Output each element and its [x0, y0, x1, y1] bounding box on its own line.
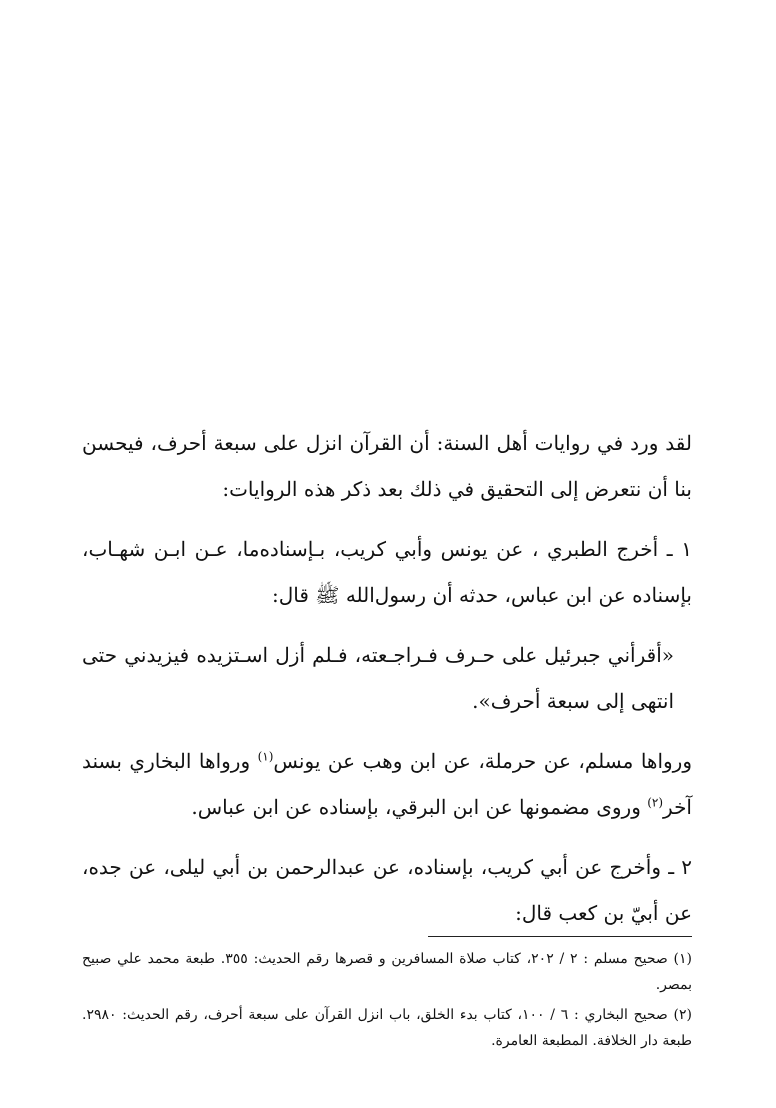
narration-text-a: ورواها مسلم، عن حرملة، عن ابن وهب عن يونس — [273, 749, 693, 773]
footnote-ref-1: (١) — [257, 749, 274, 764]
footnotes — [82, 946, 692, 1058]
main-text — [82, 420, 692, 950]
footnote-2: (٢) صحيح البخاري : ٦ / ١٠٠، كتاب بدء الخلق، باب انزل القرآن على سبعة أحرف، رقم الحديث: ٢٩٨٠. طبعة دار الخلافة. المطبعة العامرة. — [82, 1007, 692, 1049]
footnote-ref-2: (٢) — [647, 795, 664, 810]
footnote-1: (١) صحيح مسلم : ٢ / ٢٠٢، كتاب صلاة المسافرين و قصرها رقم الحديث: ٣٥٥. طبعة محمد علي صبيح بمصر. — [82, 951, 693, 993]
narration-2-paragraph: ٢ ـ وأخرج عن أبي كريب، بإسناده، عن عبدالرحمن بن أبي ليلى، عن جده، عن أبيّ بن كعب قال: — [82, 855, 692, 925]
narration-text-c: وروى مضمونها عن ابن البرقي، بإسناده عن ابن عباس. — [191, 795, 648, 819]
intro-paragraph: لقد ورد في روايات أهل السنة: أن القرآن انزل على سبعة أحرف، فيحسن بنا أن نتعرض إلى التحقيق في ذلك بعد ذكر هذه الروايات: — [82, 431, 692, 501]
hadith-quote: «أقرأني جبرئيل على حـرف فـراجـعته، فـلم أزل اسـتزيده فيزيدني حتى انتهى إلى سبعة أحرف». — [82, 643, 674, 713]
narration-sources-paragraph — [82, 738, 692, 830]
narration-1-paragraph: ١ ـ أخرج الطبري ، عن يونس وأبي كريب، بـإسناده‌ما، عـن ابـن شهـاب، بإسناده عن ابن عباس، حدثه أن رسول‌الله ﷺ قال: — [82, 537, 692, 607]
narration-text-b: ورواها البخاري بسند آخر — [82, 749, 692, 819]
footnote-divider — [428, 936, 692, 937]
